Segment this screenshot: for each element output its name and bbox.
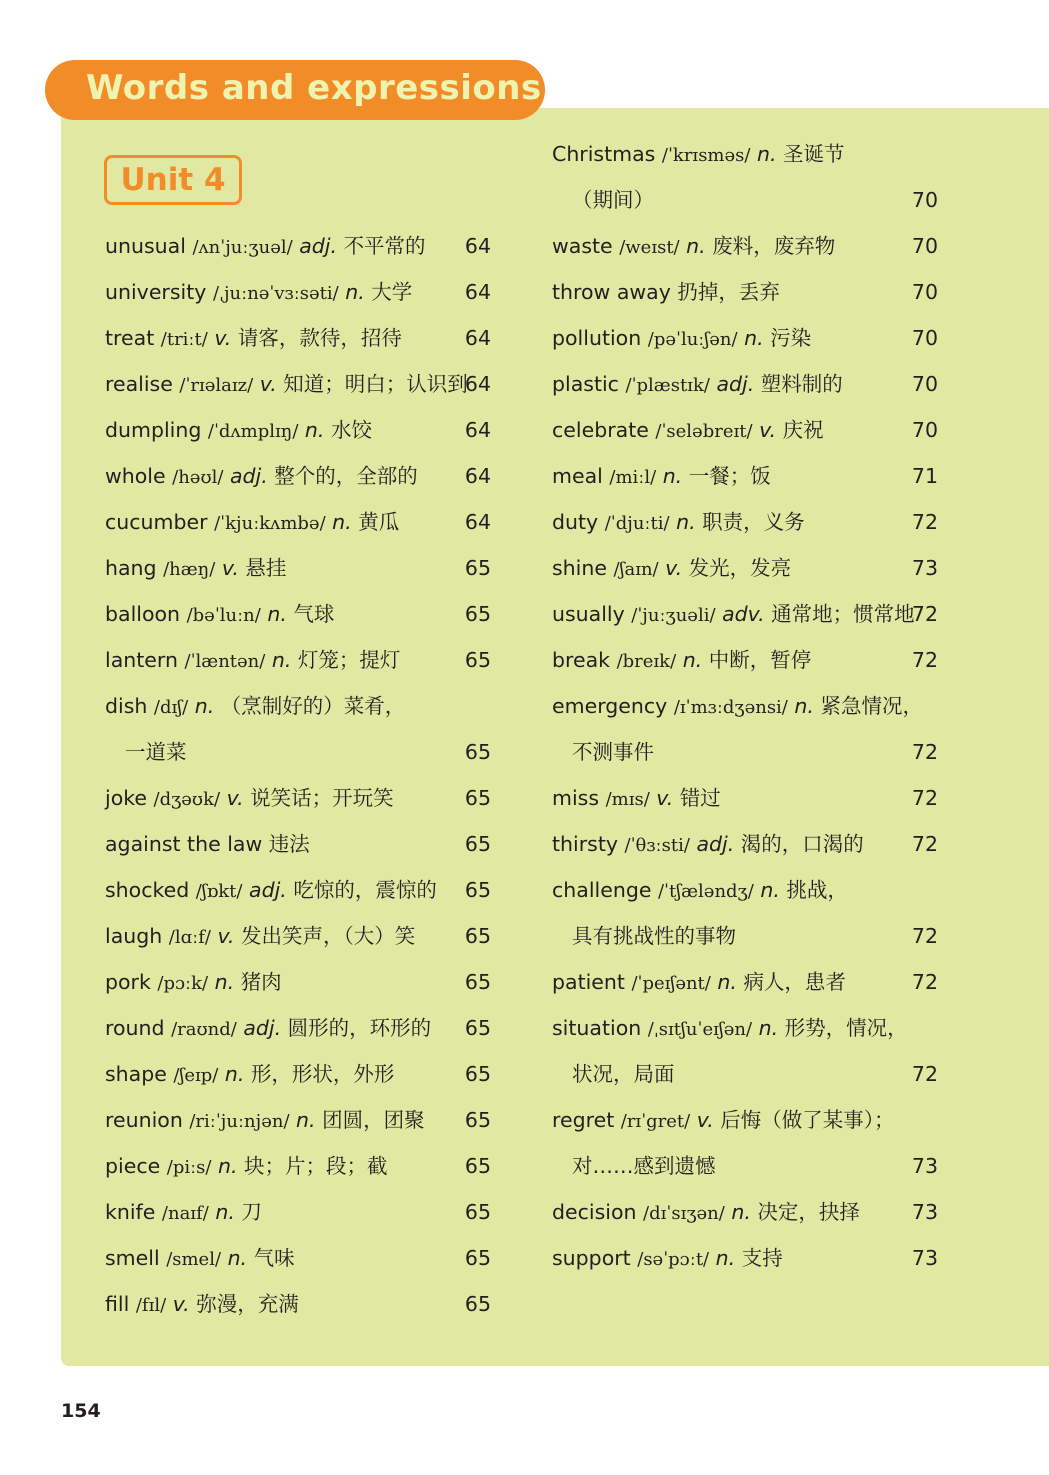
entry-phonetic: /mɪs/ — [605, 789, 650, 810]
entry-phonetic: /dɪʃ/ — [153, 697, 189, 718]
entry-meaning: 整个的，全部的 — [274, 464, 418, 488]
entry-meaning: 塑料制的 — [760, 372, 843, 396]
entry-page-number: 65 — [464, 1154, 491, 1178]
entry-page-number: 65 — [464, 1246, 491, 1270]
entry-phonetic: /ˈrɪəlaɪz/ — [179, 375, 254, 396]
entry-meaning: 气球 — [293, 602, 335, 626]
entry-phonetic: /ˌsɪtʃuˈeɪʃən/ — [647, 1019, 753, 1040]
entry-meaning: 知道；明白；认识到 — [283, 372, 468, 396]
entry-phonetic: /ʃɒkt/ — [195, 881, 243, 902]
entry-page-number: 73 — [911, 1154, 938, 1178]
entry-page-number: 64 — [464, 326, 491, 350]
vocab-entry — [105, 962, 491, 1002]
entry-part-of-speech: n. — [758, 1016, 779, 1040]
vocab-entry — [105, 410, 491, 450]
entry-word: support — [552, 1246, 631, 1270]
entry-word: piece — [105, 1154, 161, 1178]
vocab-entry — [552, 1192, 938, 1232]
entry-meaning: 块；片；段；截 — [244, 1154, 388, 1178]
vocab-entry — [105, 824, 491, 864]
entry-phonetic: /ˈpeɪʃənt/ — [631, 973, 711, 994]
entry-meaning-continued: 具有挑战性的事物 — [572, 924, 736, 948]
vocab-entry — [552, 962, 938, 1002]
entry-part-of-speech: n. — [682, 648, 703, 672]
vocab-entry — [105, 870, 491, 910]
entry-page-number: 64 — [464, 280, 491, 304]
vocab-entry — [105, 732, 491, 772]
vocab-entry — [105, 916, 491, 956]
entry-part-of-speech: n. — [227, 1246, 248, 1270]
entry-meaning: 决定，抉择 — [757, 1200, 860, 1224]
entry-page-number: 71 — [911, 464, 938, 488]
entry-phonetic: /bəˈluːn/ — [186, 605, 261, 626]
entry-word: decision — [552, 1200, 637, 1224]
entry-part-of-speech: n. — [760, 878, 780, 902]
entry-word: round — [105, 1016, 165, 1040]
entry-meaning: 一餐；饭 — [688, 464, 771, 488]
entry-word: whole — [105, 464, 166, 488]
entry-meaning-continued: （期间） — [572, 188, 654, 212]
entry-meaning-continued: 一道菜 — [125, 740, 187, 764]
entry-phonetic: /weɪst/ — [619, 237, 680, 258]
vocab-entry — [552, 594, 938, 634]
entry-phonetic: /triːt/ — [160, 329, 208, 350]
entry-phonetic: /breɪk/ — [616, 651, 677, 672]
entry-word: joke — [105, 786, 147, 810]
entry-part-of-speech: v. — [172, 1292, 190, 1316]
vocab-entry — [552, 364, 938, 404]
entry-phrase: against the law — [105, 832, 263, 856]
entry-phonetic: /hæŋ/ — [163, 559, 216, 580]
vocab-entry — [552, 180, 938, 220]
entry-word: reunion — [105, 1108, 183, 1132]
entry-phonetic: /həʊl/ — [172, 467, 224, 488]
entry-word: dish — [105, 694, 148, 718]
entry-word: emergency — [552, 694, 668, 718]
entry-part-of-speech: n. — [715, 1246, 736, 1270]
entry-part-of-speech: n. — [218, 1154, 238, 1178]
entry-meaning: 猪肉 — [240, 970, 282, 994]
entry-meaning: 废料，废弃物 — [712, 234, 836, 258]
entry-page-number: 72 — [911, 970, 938, 994]
entry-part-of-speech: v. — [214, 326, 232, 350]
entry-word: meal — [552, 464, 603, 488]
entry-word: knife — [105, 1200, 156, 1224]
entry-word: hang — [105, 556, 157, 580]
entry-page-number: 70 — [911, 326, 938, 350]
entry-part-of-speech: n. — [304, 418, 325, 442]
entry-meaning: 圣诞节 — [783, 142, 845, 166]
entry-part-of-speech: adj. — [229, 464, 268, 488]
vocab-entry — [552, 226, 938, 266]
entry-phonetic: /səˈpɔːt/ — [637, 1249, 710, 1270]
entry-page-number: 65 — [464, 786, 491, 810]
vocab-entry — [105, 1192, 491, 1232]
entry-part-of-speech: n. — [744, 326, 764, 350]
entry-phonetic: /miːl/ — [609, 467, 657, 488]
entry-meaning: 悬挂 — [245, 556, 287, 580]
entry-word: thirsty — [552, 832, 619, 856]
vocab-entry — [552, 870, 938, 910]
entry-page-number: 70 — [911, 280, 938, 304]
entry-part-of-speech: adj. — [249, 878, 287, 902]
entry-word: miss — [552, 786, 600, 810]
section-title: Words and expressions — [86, 68, 542, 108]
entry-page-number: 64 — [464, 510, 491, 534]
entry-phonetic: /ˈjuːʒuəli/ — [631, 605, 716, 626]
entry-part-of-speech: adj. — [716, 372, 755, 396]
entry-meaning: 刀 — [241, 1200, 262, 1224]
entry-part-of-speech: v. — [665, 556, 683, 580]
entry-meaning: 渴的，口渴的 — [740, 832, 864, 856]
page-number: 154 — [61, 1400, 101, 1422]
vocab-entry — [552, 1054, 938, 1094]
entry-part-of-speech: n. — [345, 280, 365, 304]
entry-page-number: 72 — [911, 602, 938, 626]
entry-page-number: 65 — [464, 1200, 491, 1224]
entry-word: shocked — [105, 878, 190, 902]
entry-page-number: 64 — [464, 418, 491, 442]
entry-part-of-speech: adj. — [299, 234, 338, 258]
entry-part-of-speech: n. — [224, 1062, 245, 1086]
entry-phonetic: /ˈkjuːkʌmbə/ — [214, 513, 326, 534]
vocab-entry — [552, 1100, 938, 1140]
entry-page-number: 72 — [911, 832, 938, 856]
entry-word: laugh — [105, 924, 163, 948]
entry-meaning: 大学 — [371, 280, 413, 304]
entry-meaning-continued: 状况，局面 — [572, 1062, 675, 1086]
entry-page-number: 64 — [464, 372, 491, 396]
entry-phonetic: /ˈseləbreɪt/ — [655, 421, 753, 442]
entry-word: lantern — [105, 648, 178, 672]
vocab-entry — [105, 1146, 491, 1186]
entry-page-number: 65 — [464, 648, 491, 672]
vocab-entry — [552, 824, 938, 864]
entry-page-number: 70 — [911, 372, 938, 396]
entry-page-number: 65 — [464, 1292, 491, 1316]
entry-meaning: 挑战， — [786, 878, 848, 902]
entry-meaning: 吃惊的，震惊的 — [293, 878, 437, 902]
entry-phonetic: /ʃeɪp/ — [173, 1065, 219, 1086]
vocab-entry — [105, 1284, 491, 1324]
vocab-entry — [552, 272, 938, 312]
vocab-entry — [552, 916, 938, 956]
vocab-entry — [552, 686, 938, 726]
vocab-entry — [105, 364, 491, 404]
entry-part-of-speech: v. — [259, 372, 277, 396]
entry-phonetic: /fɪl/ — [135, 1295, 167, 1316]
vocab-entry — [105, 686, 491, 726]
entry-meaning: 团圆，团聚 — [322, 1108, 425, 1132]
entry-word: balloon — [105, 602, 181, 626]
entry-meaning: 错过 — [679, 786, 721, 810]
vocab-entry — [105, 1054, 491, 1094]
entry-word: regret — [552, 1108, 615, 1132]
entry-meaning: 水饺 — [330, 418, 372, 442]
entry-page-number: 65 — [464, 1016, 491, 1040]
vocab-entry — [552, 548, 938, 588]
vocab-entry — [105, 548, 491, 588]
vocab-entry — [552, 502, 938, 542]
entry-page-number: 65 — [464, 970, 491, 994]
entry-page-number: 73 — [911, 1200, 938, 1224]
entry-phonetic: /ʃaɪn/ — [613, 559, 659, 580]
entry-page-number: 65 — [464, 1062, 491, 1086]
entry-phonetic: /ˈdjuːti/ — [604, 513, 670, 534]
entry-word: unusual — [105, 234, 186, 258]
entry-word: plastic — [552, 372, 619, 396]
entry-phonetic: /dɪˈsɪʒən/ — [643, 1203, 725, 1224]
vocab-entry — [105, 456, 491, 496]
entry-meaning: 不平常的 — [343, 234, 426, 258]
entry-page-number: 73 — [911, 556, 938, 580]
entry-word: pollution — [552, 326, 642, 350]
entry-word: situation — [552, 1016, 642, 1040]
entry-word: dumpling — [105, 418, 202, 442]
vocab-entry — [552, 778, 938, 818]
entry-page-number: 72 — [911, 924, 938, 948]
vocab-entry — [105, 226, 491, 266]
entry-phonetic: /piːs/ — [166, 1157, 212, 1178]
entry-phonetic: /ˈplæstɪk/ — [625, 375, 710, 396]
entry-part-of-speech: adj. — [243, 1016, 282, 1040]
vocab-entry — [552, 318, 938, 358]
entry-part-of-speech: n. — [267, 602, 287, 626]
entry-meaning: 后悔（做了某事）； — [720, 1108, 895, 1132]
entry-meaning: 灯笼；提灯 — [297, 648, 401, 672]
entry-phonetic: /raʊnd/ — [171, 1019, 237, 1040]
entry-meaning: 庆祝 — [782, 418, 824, 442]
entry-phonetic: /ˈtʃæləndʒ/ — [657, 881, 754, 902]
entry-part-of-speech: n. — [296, 1108, 316, 1132]
entry-meaning: 黄瓜 — [358, 510, 400, 534]
entry-word: duty — [552, 510, 599, 534]
entry-meaning-continued: 不测事件 — [572, 740, 654, 764]
entry-page-number: 70 — [911, 418, 938, 442]
vocab-entry — [552, 732, 938, 772]
entry-phonetic: /lɑːf/ — [168, 927, 211, 948]
entry-phonetic: /smel/ — [166, 1249, 222, 1270]
entry-page-number: 64 — [464, 464, 491, 488]
entry-phonetic: /ˌjuːnəˈvɜːsəti/ — [212, 283, 339, 304]
entry-page-number: 72 — [911, 510, 938, 534]
entry-meaning: 病人，患者 — [743, 970, 846, 994]
entry-word: shine — [552, 556, 607, 580]
entry-meaning: 支持 — [741, 1246, 783, 1270]
entry-page-number: 65 — [464, 878, 491, 902]
entry-meaning: 请客，款待，招待 — [237, 326, 402, 350]
entry-meaning: 污染 — [770, 326, 812, 350]
vocab-entry — [105, 1238, 491, 1278]
entry-page-number: 72 — [911, 648, 938, 672]
entry-part-of-speech: v. — [759, 418, 777, 442]
entry-phrase: throw away — [552, 280, 671, 304]
vocab-entry — [105, 272, 491, 312]
entry-part-of-speech: n. — [662, 464, 683, 488]
entry-meaning: 形，形状，外形 — [250, 1062, 395, 1086]
entry-word: fill — [105, 1292, 130, 1316]
entry-page-number: 65 — [464, 740, 491, 764]
unit-label: Unit 4 — [104, 155, 242, 205]
entry-page-number: 70 — [911, 234, 938, 258]
vocab-entry — [552, 1146, 938, 1186]
vocab-entry — [552, 1008, 938, 1048]
vocab-entry — [105, 778, 491, 818]
entry-word: break — [552, 648, 611, 672]
entry-phonetic: /ˈlæntən/ — [184, 651, 266, 672]
entry-meaning: 职责，义务 — [702, 510, 805, 534]
entry-page-number: 72 — [911, 1062, 938, 1086]
entry-phonetic: /ɪˈmɜːdʒənsi/ — [673, 697, 788, 718]
entry-page-number: 65 — [464, 556, 491, 580]
entry-meaning: 说笑话；开玩笑 — [250, 786, 394, 810]
entry-meaning: 中断，暂停 — [708, 648, 812, 672]
entry-phonetic: /ˈkrɪsməs/ — [661, 145, 751, 166]
entry-meaning: 发出笑声，（大）笑 — [240, 924, 416, 948]
entry-word: treat — [105, 326, 155, 350]
entry-part-of-speech: v. — [226, 786, 244, 810]
entry-phonetic: /rɪˈgret/ — [620, 1111, 691, 1132]
entry-page-number: 72 — [911, 740, 938, 764]
entry-word: challenge — [552, 878, 652, 902]
entry-part-of-speech: n. — [332, 510, 352, 534]
entry-word: patient — [552, 970, 625, 994]
entry-word: shape — [105, 1062, 167, 1086]
vocab-entry — [552, 456, 938, 496]
entry-page-number: 65 — [464, 832, 491, 856]
entry-meaning: （烹制好的）菜肴， — [220, 694, 406, 718]
entry-page-number: 65 — [464, 602, 491, 626]
entry-page-number: 65 — [464, 924, 491, 948]
entry-phonetic: /ˈdʌmplɪŋ/ — [207, 421, 299, 442]
entry-meaning: 弥漫，充满 — [196, 1292, 299, 1316]
entry-page-number: 70 — [911, 188, 938, 212]
entry-part-of-speech: n. — [794, 694, 814, 718]
vocab-entry — [552, 410, 938, 450]
entry-page-number: 64 — [464, 234, 491, 258]
vocab-entry — [105, 1008, 491, 1048]
entry-meaning: 发光，发亮 — [688, 556, 792, 580]
entry-page-number: 72 — [911, 786, 938, 810]
entry-part-of-speech: v. — [217, 924, 235, 948]
entry-word: Christmas — [552, 142, 656, 166]
entry-phonetic: /ˈθɜːsti/ — [624, 835, 690, 856]
entry-meaning-continued: 对……感到遗憾 — [572, 1154, 716, 1178]
entry-page-number: 73 — [911, 1246, 938, 1270]
entry-word: celebrate — [552, 418, 649, 442]
entry-part-of-speech: v. — [656, 786, 674, 810]
entry-phonetic: /pəˈluːʃən/ — [647, 329, 738, 350]
entry-meaning: 气味 — [253, 1246, 295, 1270]
vocab-entry — [105, 640, 491, 680]
entry-word: cucumber — [105, 510, 208, 534]
entry-word: realise — [105, 372, 173, 396]
entry-phonetic: /riːˈjuːnjən/ — [189, 1111, 290, 1132]
entry-part-of-speech: n. — [215, 1200, 235, 1224]
entry-word: pork — [105, 970, 151, 994]
vocab-entry — [105, 594, 491, 634]
entry-page-number: 65 — [464, 1108, 491, 1132]
entry-meaning: 形势，情况， — [784, 1016, 908, 1040]
entry-word: smell — [105, 1246, 160, 1270]
entry-meaning: 扔掉，丢弃 — [677, 280, 780, 304]
entry-meaning: 通常地；惯常地 — [771, 602, 915, 626]
entry-phonetic: /naɪf/ — [161, 1203, 209, 1224]
entry-part-of-speech: n. — [676, 510, 696, 534]
entry-part-of-speech: n. — [756, 142, 777, 166]
vocab-entry — [552, 640, 938, 680]
entry-phonetic: /ʌnˈjuːʒuəl/ — [192, 237, 293, 258]
entry-part-of-speech: n. — [214, 970, 235, 994]
entry-part-of-speech: n. — [717, 970, 737, 994]
entry-part-of-speech: v. — [696, 1108, 714, 1132]
vocab-entry — [552, 1238, 938, 1278]
vocab-entry — [105, 1100, 491, 1140]
entry-phonetic: /dʒəʊk/ — [153, 789, 221, 810]
entry-phonetic: /pɔːk/ — [157, 973, 209, 994]
entry-word: university — [105, 280, 207, 304]
entry-part-of-speech: n. — [686, 234, 706, 258]
vocab-entry — [552, 134, 938, 174]
entry-part-of-speech: adj. — [696, 832, 735, 856]
entry-meaning: 违法 — [268, 832, 310, 856]
entry-part-of-speech: n. — [731, 1200, 751, 1224]
entry-word: waste — [552, 234, 613, 258]
entry-part-of-speech: n. — [194, 694, 215, 718]
vocab-entry — [105, 318, 491, 358]
vocab-entry — [105, 502, 491, 542]
entry-part-of-speech: adv. — [722, 602, 765, 626]
entry-meaning: 圆形的，环形的 — [287, 1016, 432, 1040]
entry-meaning: 紧急情况， — [820, 694, 923, 718]
entry-part-of-speech: n. — [271, 648, 292, 672]
entry-part-of-speech: v. — [221, 556, 239, 580]
entry-word: usually — [552, 602, 625, 626]
